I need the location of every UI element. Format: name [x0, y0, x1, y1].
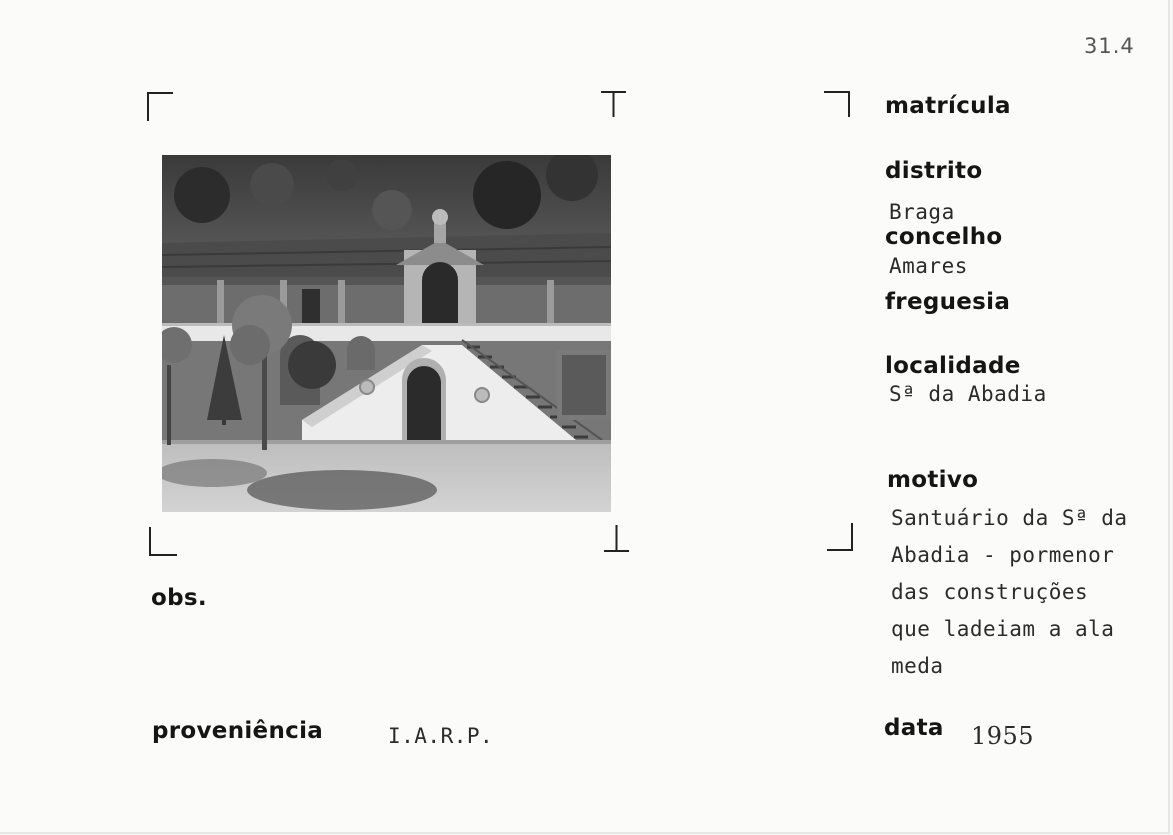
- concelho-value: Amares: [889, 254, 968, 278]
- distrito-label: distrito: [885, 158, 983, 184]
- crop-mark-top-right: [822, 90, 852, 118]
- crop-mark-bottom-center: [603, 524, 631, 554]
- obs-label: obs.: [151, 585, 207, 611]
- motivo-line: das construções: [891, 580, 1089, 604]
- localidade-value: Sª da Abadia: [889, 382, 1047, 406]
- motivo-line: Abadia - pormenor: [891, 543, 1115, 567]
- reference-number: 31.4: [1084, 34, 1135, 58]
- motivo-line: meda: [891, 654, 944, 678]
- matricula-label: matrícula: [885, 93, 1011, 119]
- data-label: data: [884, 715, 944, 741]
- concelho-label: concelho: [885, 224, 1003, 250]
- crop-mark-bottom-left: [149, 526, 179, 558]
- crop-mark-bottom-right: [825, 522, 857, 554]
- motivo-line: que ladeiam a ala: [891, 617, 1115, 641]
- freguesia-label: freguesia: [885, 289, 1011, 315]
- crop-mark-top-center: [600, 90, 628, 118]
- sanctuary-photo: [162, 155, 611, 512]
- localidade-label: localidade: [885, 353, 1021, 379]
- proveniencia-value: I.A.R.P.: [388, 724, 494, 748]
- data-value: 1955: [971, 722, 1035, 750]
- motivo-value: [891, 500, 1128, 685]
- distrito-value: Braga: [889, 200, 955, 224]
- crop-mark-top-left: [147, 92, 175, 122]
- proveniencia-label: proveniência: [152, 718, 324, 744]
- motivo-label: motivo: [887, 467, 979, 493]
- motivo-line: Santuário da Sª da: [891, 506, 1128, 530]
